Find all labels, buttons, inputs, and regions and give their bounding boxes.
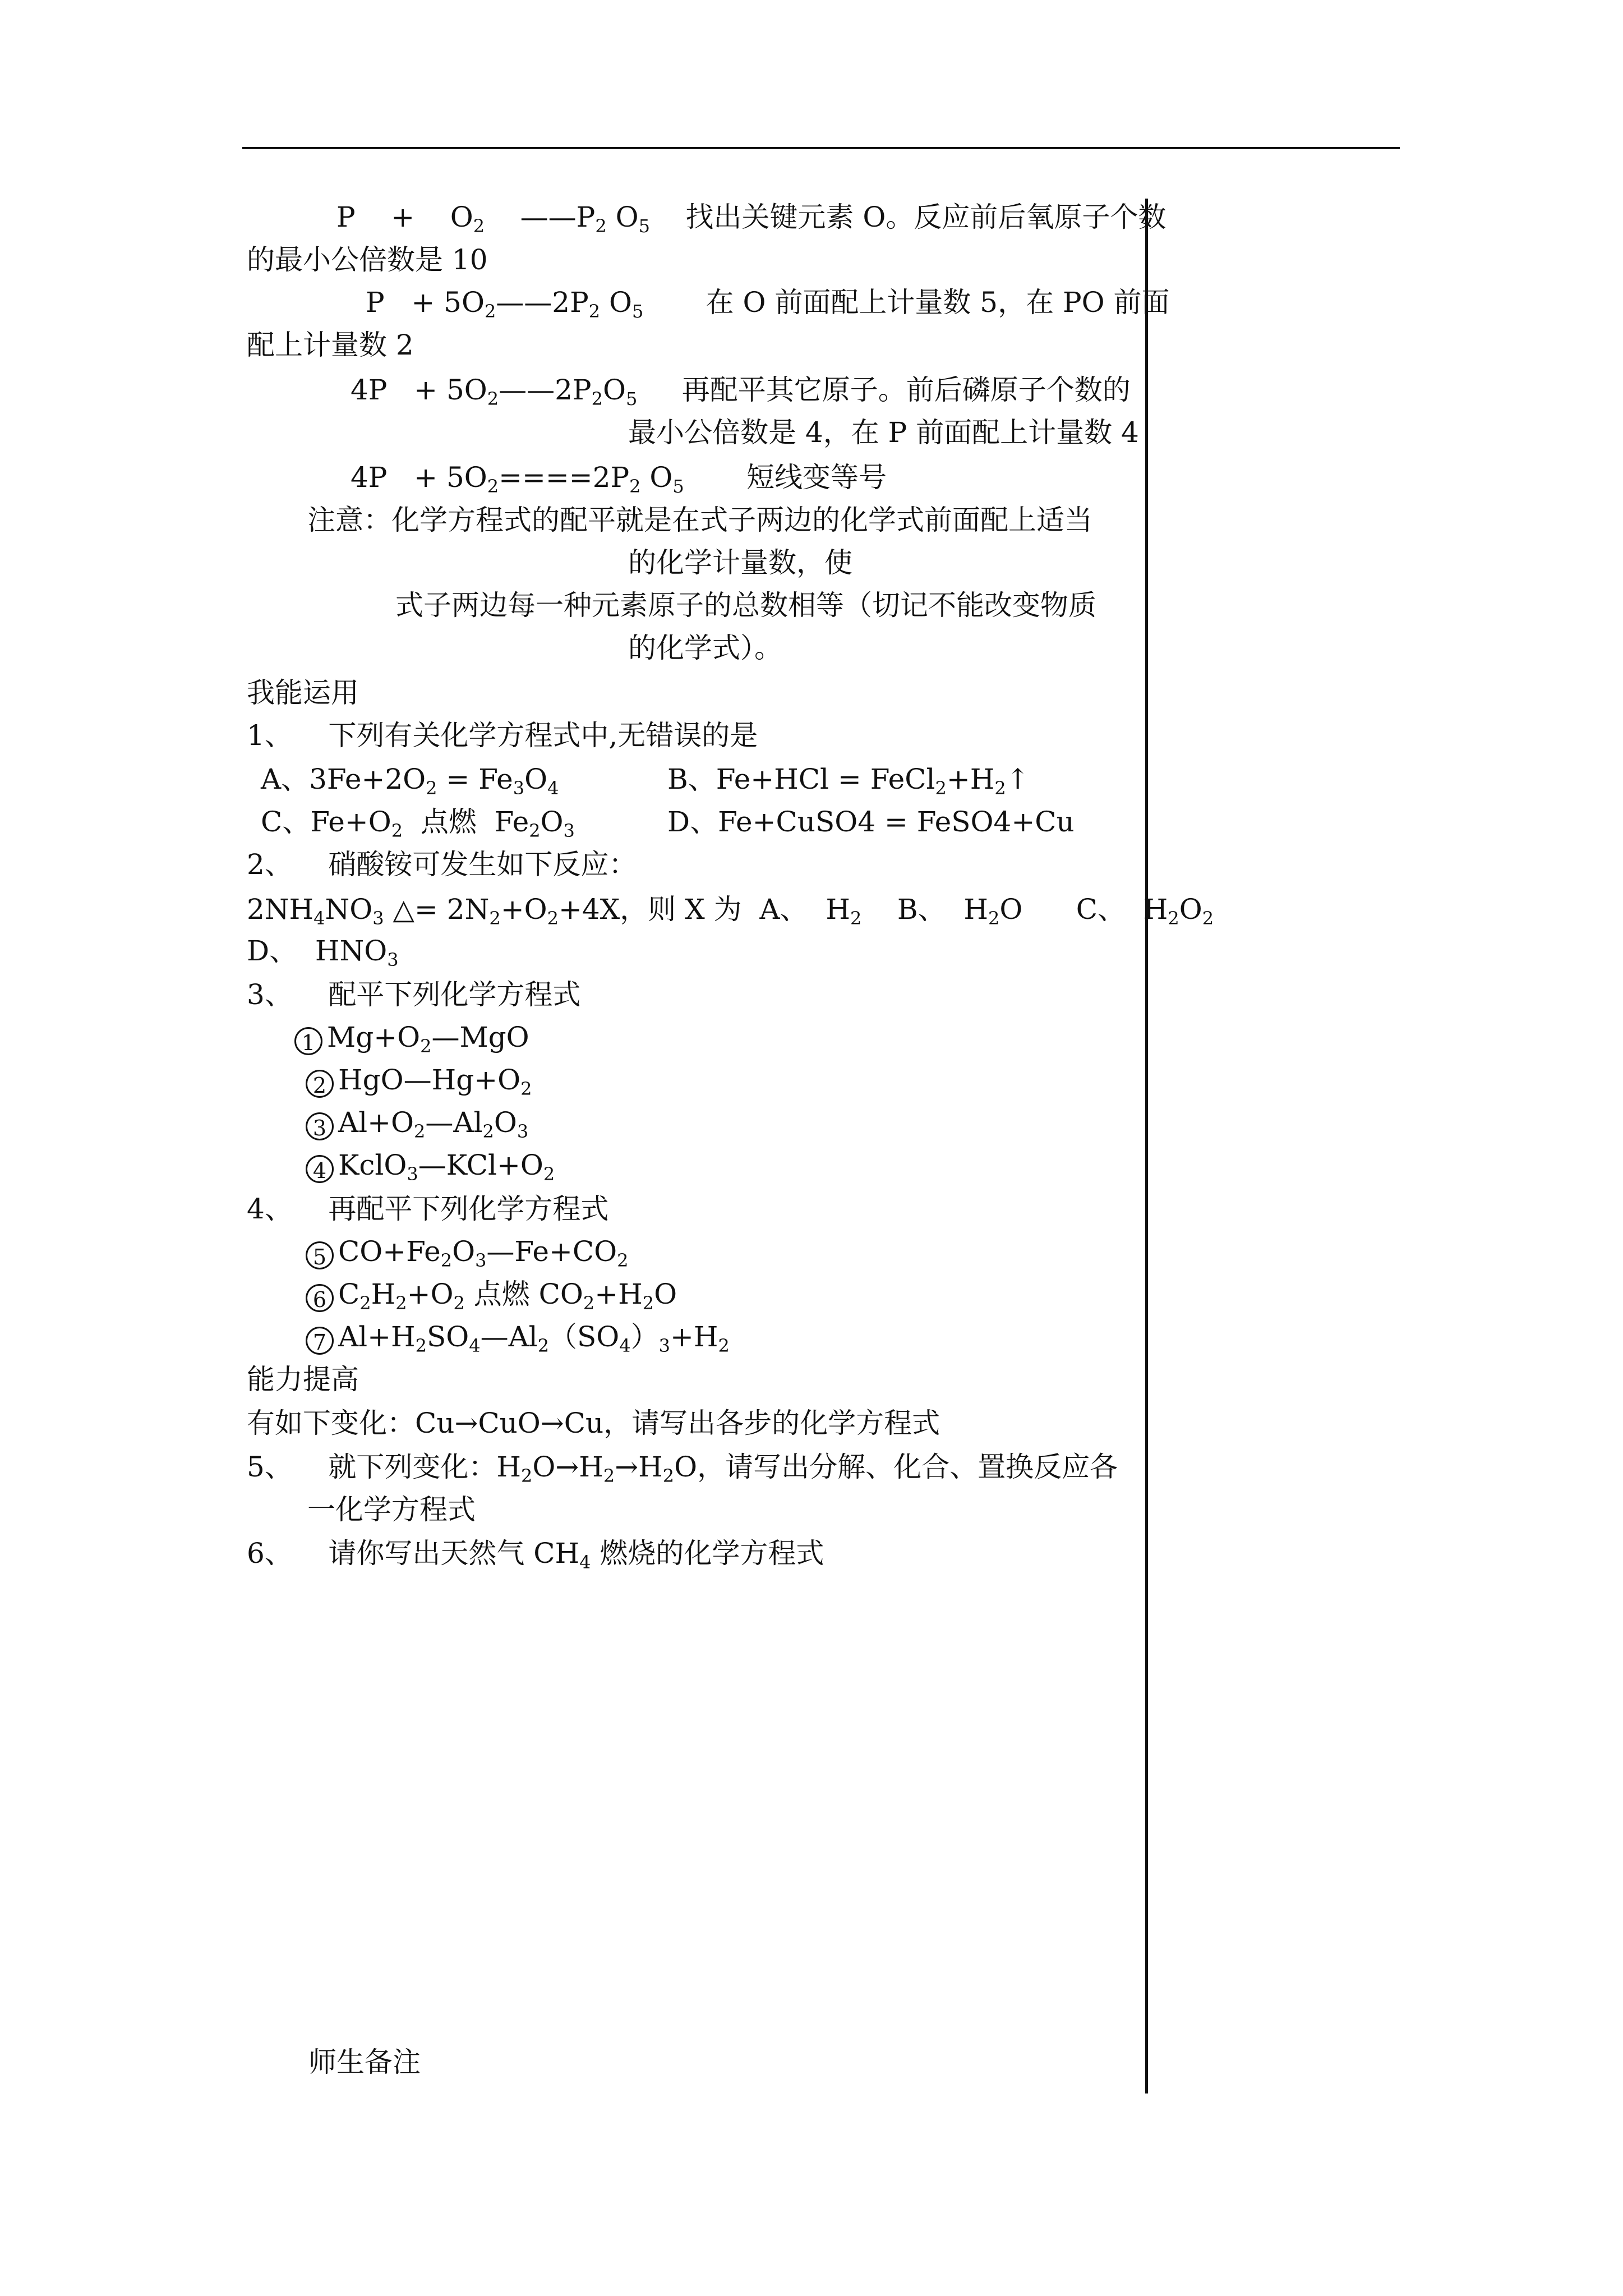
example-line-1: P + $O_2$ $——P_2$ $O_5$ 找出关键元素 O。反应前后氧原子个数 bbox=[336, 201, 1166, 237]
q1-option-a: A、$3Fe+2O_2 = Fe_3O_4$ bbox=[261, 763, 559, 799]
margin-rule bbox=[1145, 199, 1148, 2093]
q2-equation: $2NH_4NO_3$ △= $2N_2+O_2+4X$，则 X 为 A、 $H_2$ B、 $H_2O$ C、 $H_2O_2$ bbox=[247, 893, 1214, 929]
q3-item-2: 2 $HgO—Hg+O_2$ bbox=[306, 1062, 532, 1098]
question-3: 3、 配平下列化学方程式 bbox=[247, 978, 581, 1011]
question-6: 6、 请你写出天然气 $CH_4$ 燃烧的化学方程式 bbox=[247, 1537, 824, 1573]
q1-option-d: D、Fe+CuSO4 = FeSO4+Cu bbox=[667, 806, 1075, 838]
question-5-continued: 一化学方程式 bbox=[307, 1493, 476, 1526]
q1-option-c: C、$Fe+O_2$ 点燃 $Fe_2O_3$ bbox=[261, 806, 575, 841]
question-5: 5、 就下列变化：$H_2O\to H_2\to H_2O$，请写出分解、化合、置换反应各 bbox=[247, 1451, 1118, 1487]
section-heading-apply: 我能运用 bbox=[247, 677, 359, 709]
example-line-3: P + $5O_2——2P_2$ $O_5$ 在 O 前面配上计量数 5，在 PO 前面 bbox=[366, 286, 1170, 322]
top-rule bbox=[242, 147, 1400, 149]
note-line-2: 的化学计量数，使 bbox=[628, 546, 852, 579]
q4-item-5: 5 $CO+Fe_2O_3—Fe+CO_2$ bbox=[306, 1234, 628, 1269]
q3-item-3: 3 $Al+O_2—Al_2O_3$ bbox=[306, 1105, 528, 1140]
example-line-7: 4P + $5O_2====2P_2$ $O_5$ 短线变等号 bbox=[351, 461, 887, 497]
question-4: 4、 再配平下列化学方程式 bbox=[247, 1193, 609, 1225]
q2-option-d: D、 $HNO_3$ bbox=[247, 935, 399, 970]
q1-option-b: B、$Fe+HCl = FeCl_2+H_2↑$ bbox=[667, 763, 1030, 799]
example-line-6: 最小公倍数是 4，在 P 前面配上计量数 4 bbox=[628, 416, 1139, 449]
change-prompt: 有如下变化：Cu→CuO→Cu，请写出各步的化学方程式 bbox=[247, 1407, 940, 1439]
question-1: 1、 下列有关化学方程式中,无错误的是 bbox=[247, 719, 758, 752]
example-line-2: 的最小公倍数是 10 bbox=[247, 243, 488, 276]
teacher-student-notes-label: 师生备注 bbox=[308, 2046, 421, 2078]
section-heading-improve: 能力提高 bbox=[247, 1363, 359, 1396]
q3-item-1: 1 $Mg+O_2—MgO$ bbox=[294, 1020, 529, 1055]
note-line-3: 式子两边每一种元素原子的总数相等（切记不能改变物质 bbox=[395, 589, 1096, 622]
q4-item-7: 7 $Al+H_2SO_4—Al_2(SO_4)_3+H_2$ bbox=[306, 1319, 730, 1355]
example-line-5: 4P + $5O_2——2P_2O_5$ 再配平其它原子。前后磷原子个数的 bbox=[351, 374, 1131, 409]
example-line-4: 配上计量数 2 bbox=[247, 329, 414, 361]
question-2: 2、 硝酸铵可发生如下反应： bbox=[247, 848, 637, 881]
q3-item-4: 4 $KclO_3—KCl+O_2$ bbox=[306, 1148, 555, 1183]
note-line-4: 的化学式）。 bbox=[628, 632, 782, 664]
note-line-1: 注意：化学方程式的配平就是在式子两边的化学式前面配上适当 bbox=[307, 504, 1092, 536]
q4-item-6: 6 $C_2H_2+O_2$ 点燃 $CO_2+H_2O$ bbox=[306, 1277, 677, 1312]
